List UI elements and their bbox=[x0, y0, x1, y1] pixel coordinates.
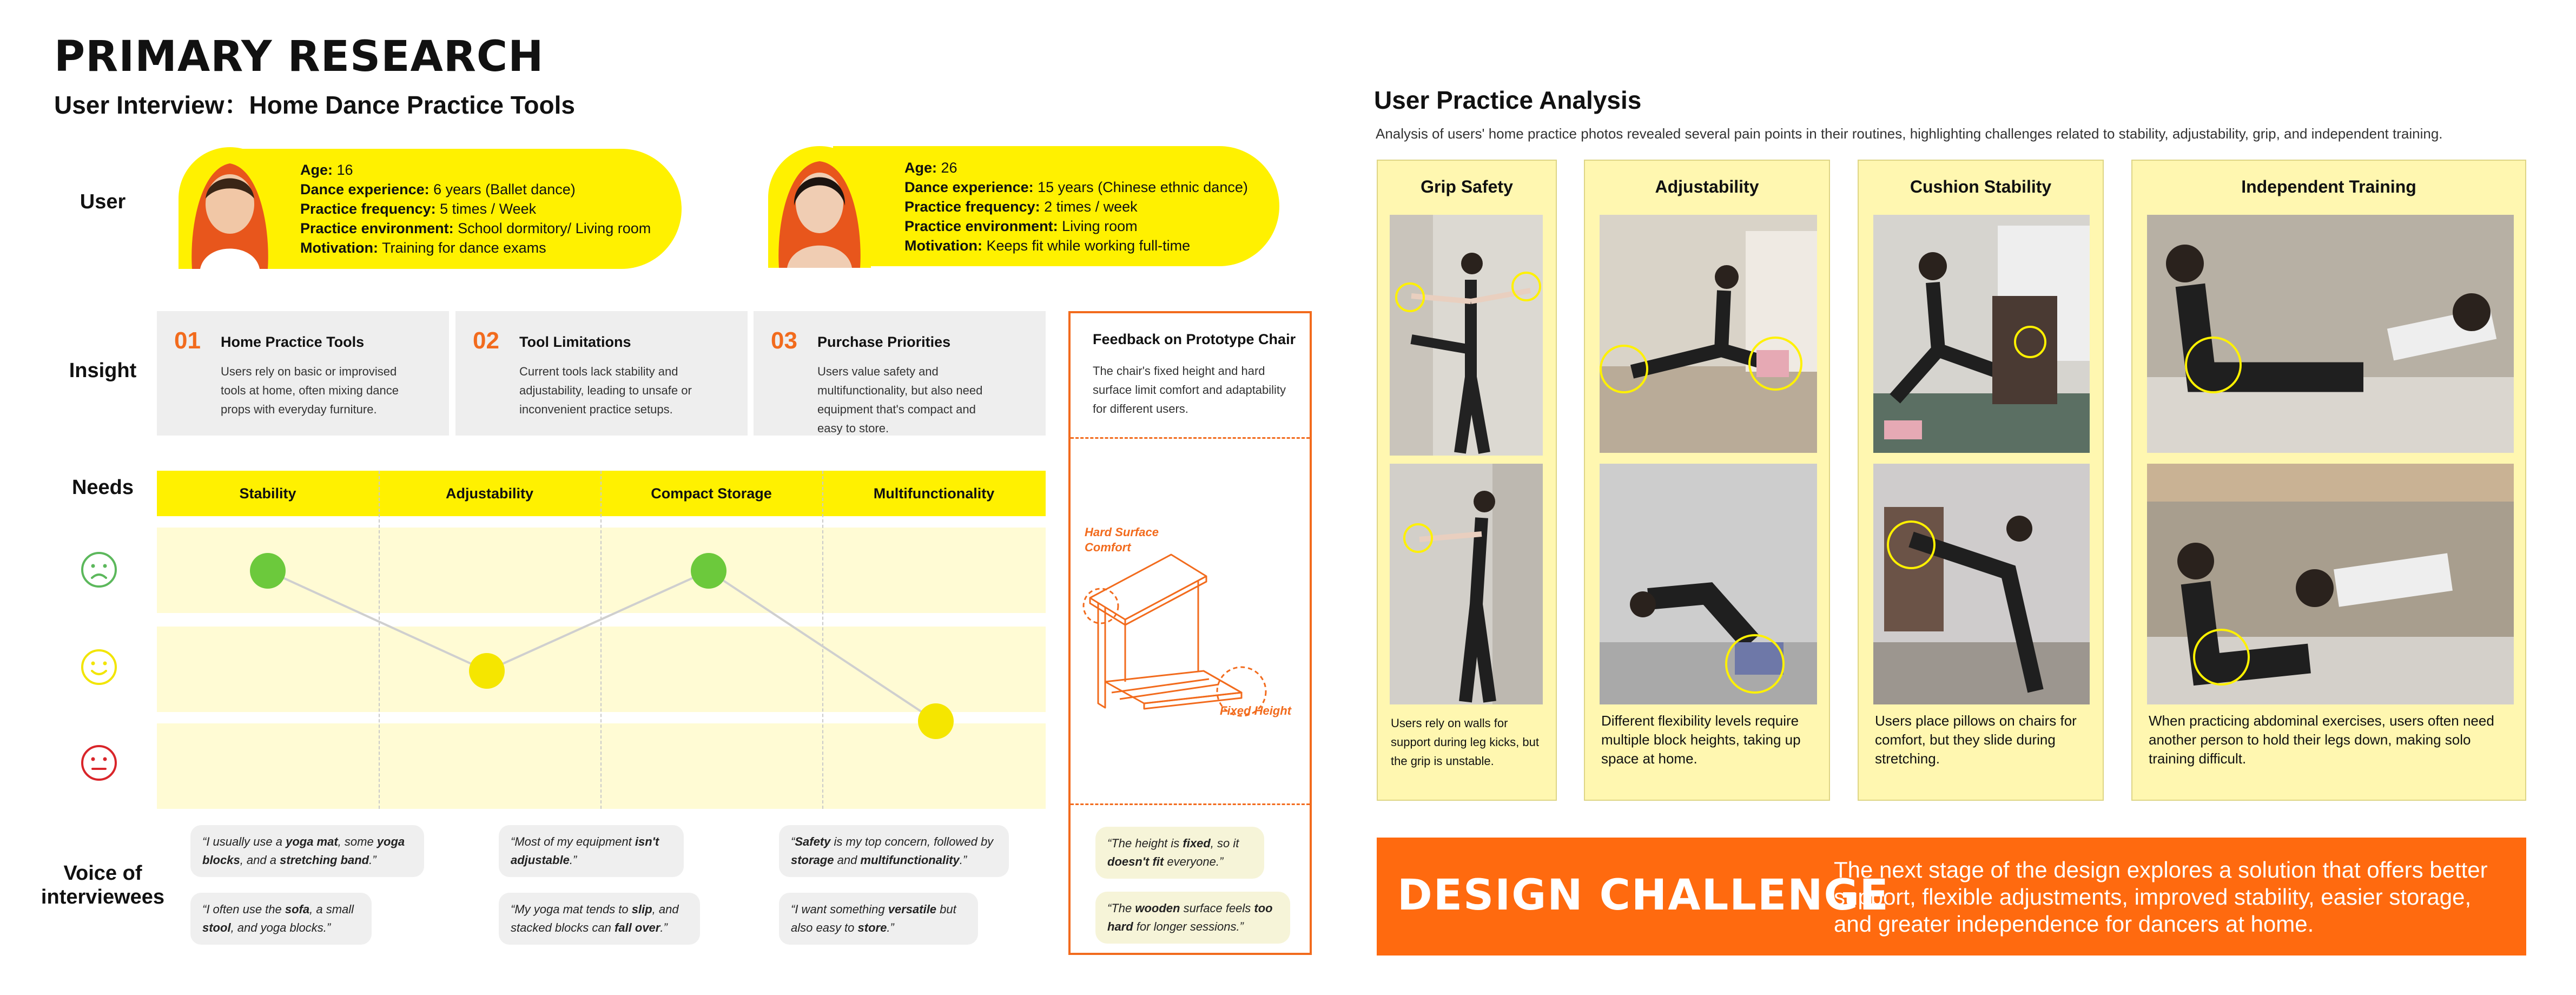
needs-point-stability bbox=[250, 553, 286, 589]
photo-independent-1 bbox=[2147, 215, 2514, 453]
needs-column-stability: Stability bbox=[239, 485, 296, 502]
highlight-circle bbox=[1511, 272, 1541, 301]
design-challenge-text: The next stage of the design explores a solution that offers better support, flexible adjustments, improved stability, easier storage, and greater independence for dancers at home. bbox=[1834, 857, 2488, 937]
needs-column-compact-storage: Compact Storage bbox=[651, 485, 772, 502]
insight-number: 03 bbox=[771, 327, 797, 354]
insight-card-1 bbox=[157, 311, 449, 436]
photo-independent-2 bbox=[2147, 464, 2514, 704]
highlight-circle bbox=[1403, 523, 1433, 553]
neutral-face-icon bbox=[80, 744, 118, 782]
label-fixed-height: Fixed Height bbox=[1220, 704, 1292, 717]
user-info-2: Age: 26 Dance experience: 15 years (Chinese ethnic dance) Practice frequency: 2 times / week Practice environment: Living room Motivation: Keeps fit while working full-time bbox=[904, 160, 1248, 254]
highlight-circle bbox=[1600, 345, 1648, 393]
insight-body: Users value safety and multifunctionality, but also need equipment that's compact and easy to store. bbox=[817, 365, 983, 435]
panel-title: Cushion Stability bbox=[1910, 177, 2052, 196]
insight-card-2 bbox=[455, 311, 748, 436]
panel-title: Grip Safety bbox=[1421, 177, 1513, 196]
photo-grip-1 bbox=[1390, 215, 1543, 456]
row-label-voice-line2: interviewees bbox=[41, 886, 165, 908]
insight-body: Current tools lack stability and adjustability, leading to unsafe or inconvenient practice setups. bbox=[519, 365, 692, 416]
row-label-user: User bbox=[80, 190, 126, 213]
panel-cushion-stability bbox=[1858, 160, 2104, 801]
highlight-circle bbox=[1887, 520, 1936, 569]
row-label-voice-line1: Voice of bbox=[63, 862, 142, 885]
highlight-circle bbox=[2185, 337, 2242, 393]
row-label-needs: Needs bbox=[71, 476, 134, 499]
quote-bubble: “My yoga mat tends to slip, and stacked blocks can fall over.” bbox=[499, 893, 700, 945]
photo-adjust-1 bbox=[1600, 215, 1817, 453]
feedback-quote: “The wooden surface feels too hard for longer sessions.” bbox=[1095, 892, 1290, 944]
sad-face-icon bbox=[80, 551, 118, 589]
panel-title: Independent Training bbox=[2241, 177, 2416, 196]
panel-caption: Users place pillows on chairs for comfort, but they slide during stretching. bbox=[1875, 713, 2077, 767]
needs-point-multifunctionality bbox=[918, 703, 954, 739]
highlight-circle bbox=[1725, 634, 1785, 694]
feedback-divider bbox=[1071, 437, 1310, 439]
panel-caption: Different flexibility levels require multiple block heights, taking up space at home. bbox=[1601, 713, 1801, 767]
panel-adjustability bbox=[1584, 160, 1830, 801]
photo-adjust-2 bbox=[1600, 464, 1817, 704]
photo-grip-2 bbox=[1390, 464, 1543, 704]
user-info-1: Age: 16 Dance experience: 6 years (Ballet dance) Practice frequency: 5 times / Week Practice environment: School dormitory/ Living room Motivation: Training for dance exams bbox=[300, 162, 651, 256]
analysis-title: User Practice Analysis bbox=[1374, 86, 1642, 114]
feedback-divider bbox=[1071, 803, 1310, 805]
insight-body: Users rely on basic or improvised tools at home, often mixing dance props with everyday furniture. bbox=[221, 365, 399, 416]
row-label-voice bbox=[32, 861, 173, 909]
avatar-user-2 bbox=[768, 146, 871, 268]
highlight-circle bbox=[1395, 282, 1425, 312]
insight-title: Home Practice Tools bbox=[221, 334, 365, 350]
needs-trend-line bbox=[268, 571, 936, 721]
needs-point-compact-storage bbox=[691, 553, 726, 589]
page-subtitle: User Interview：Home Dance Practice Tools bbox=[54, 91, 575, 119]
smile-face-icon bbox=[80, 648, 118, 686]
panel-title: Adjustability bbox=[1655, 177, 1759, 196]
quote-bubble: “I often use the sofa, a small stool, and yoga blocks.” bbox=[190, 893, 372, 945]
page-title: PRIMARY RESEARCH bbox=[54, 32, 544, 81]
quote-bubble: “Most of my equipment isn't adjustable.” bbox=[499, 825, 684, 877]
insight-number: 02 bbox=[473, 327, 499, 354]
photo-cushion-1 bbox=[1873, 215, 2090, 453]
insight-number: 01 bbox=[174, 327, 201, 354]
feedback-body: The chair's fixed height and hard surface limit comfort and adaptability for different users. bbox=[1093, 364, 1286, 416]
needs-column-adjustability: Adjustability bbox=[445, 485, 533, 502]
feedback-title: Feedback on Prototype Chair bbox=[1093, 331, 1296, 347]
needs-column-multifunctionality: Multifunctionality bbox=[873, 485, 995, 502]
highlight-circle bbox=[1748, 337, 1802, 391]
label-hard-surface: Hard Surface Comfort bbox=[1085, 525, 1159, 554]
avatar-user-1 bbox=[179, 147, 281, 269]
insight-title: Tool Limitations bbox=[519, 334, 631, 350]
photo-cushion-2 bbox=[1873, 464, 2090, 704]
analysis-subtitle: Analysis of users' home practice photos revealed several pain points in their routines, highlighting challenges related to stability, adjustability, grip, and independent training. bbox=[1376, 126, 2443, 142]
highlight-circle bbox=[2014, 326, 2046, 358]
prototype-chair-sketch bbox=[1079, 546, 1296, 720]
needs-level-plot bbox=[157, 528, 1046, 809]
panel-caption: Users rely on walls for support during leg kicks, but the grip is unstable. bbox=[1391, 716, 1539, 768]
panel-caption: When practicing abdominal exercises, users often need another person to hold their legs down, making solo training difficult. bbox=[2149, 713, 2494, 767]
panel-grip-safety bbox=[1377, 160, 1557, 801]
needs-point-adjustability bbox=[469, 653, 505, 689]
row-label-insight: Insight bbox=[69, 359, 137, 382]
insight-card-3 bbox=[754, 311, 1046, 436]
quote-bubble: “I want something versatile but also easy to store.” bbox=[779, 893, 978, 945]
design-challenge-title: DESIGN CHALLENGE bbox=[1397, 871, 1890, 920]
panel-independent-training bbox=[2131, 160, 2526, 801]
insight-title: Purchase Priorities bbox=[817, 334, 951, 350]
quote-bubble: “I usually use a yoga mat, some yoga blocks, and a stretching band.” bbox=[190, 825, 424, 877]
highlight-circle bbox=[2193, 629, 2250, 686]
quote-bubble: “Safety is my top concern, followed by storage and multifunctionality.” bbox=[779, 825, 1009, 877]
feedback-quote: “The height is fixed, so it doesn't fit everyone.” bbox=[1095, 827, 1264, 879]
design-challenge-banner bbox=[1377, 838, 2526, 956]
